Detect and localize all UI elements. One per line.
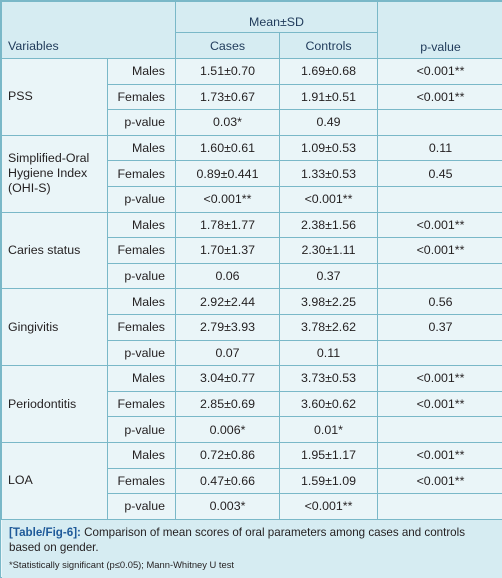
cases-value: 0.06 <box>176 263 280 289</box>
p-value-cell: <0.001** <box>378 442 502 468</box>
row-label: Males <box>108 289 176 315</box>
caption-note: *Statistically significant (p≤0.05); Mann-Whitney U test <box>9 559 235 570</box>
p-value-cell: <0.001** <box>378 212 502 238</box>
table-row <box>2 289 502 315</box>
caption-text: Comparison of mean scores of oral parameters among cases and controls based on gender. <box>9 526 466 554</box>
row-label: Males <box>108 366 176 392</box>
row-label: Males <box>108 212 176 238</box>
row-label: Females <box>108 161 176 187</box>
controls-value: <0.001** <box>280 494 378 520</box>
p-value-cell <box>378 340 502 366</box>
controls-value: 0.01* <box>280 417 378 443</box>
row-label: Males <box>108 59 176 85</box>
cases-value: 0.003* <box>176 494 280 520</box>
variable-name: Simplified-Oral Hygiene Index (OHI-S) <box>2 135 108 212</box>
p-value-cell: <0.001** <box>378 59 502 85</box>
controls-value: 1.09±0.53 <box>280 135 378 161</box>
p-value-cell: 0.45 <box>378 161 502 187</box>
table-row <box>2 59 502 85</box>
p-value-cell: <0.001** <box>378 238 502 264</box>
row-label: p-value <box>108 186 176 212</box>
controls-value: 3.60±0.62 <box>280 391 378 417</box>
variable-name: Caries status <box>2 212 108 289</box>
controls-value: 1.95±1.17 <box>280 442 378 468</box>
cases-value: 2.85±0.69 <box>176 391 280 417</box>
cases-value: <0.001** <box>176 186 280 212</box>
header-cases: Cases <box>176 33 280 59</box>
p-value-cell: <0.001** <box>378 391 502 417</box>
row-label: Females <box>108 314 176 340</box>
table-body <box>2 59 502 520</box>
row-label: Males <box>108 135 176 161</box>
controls-value: 1.33±0.53 <box>280 161 378 187</box>
controls-value: 0.37 <box>280 263 378 289</box>
cases-value: 1.60±0.61 <box>176 135 280 161</box>
row-label: p-value <box>108 110 176 136</box>
p-value-cell: <0.001** <box>378 84 502 110</box>
variable-name: Gingivitis <box>2 289 108 366</box>
controls-value: 3.73±0.53 <box>280 366 378 392</box>
row-label: p-value <box>108 263 176 289</box>
variable-name: PSS <box>2 59 108 136</box>
p-value-cell: 0.37 <box>378 314 502 340</box>
cases-value: 0.07 <box>176 340 280 366</box>
cases-value: 1.73±0.67 <box>176 84 280 110</box>
cases-value: 3.04±0.77 <box>176 366 280 392</box>
variable-name: LOA <box>2 442 108 519</box>
row-label: Females <box>108 84 176 110</box>
table-row <box>2 366 502 392</box>
controls-value: 0.11 <box>280 340 378 366</box>
header-variables: Variables <box>2 2 176 59</box>
cases-value: 2.92±2.44 <box>176 289 280 315</box>
header-mean-sd: Mean±SD <box>176 2 378 33</box>
p-value-cell <box>378 417 502 443</box>
row-label: Females <box>108 238 176 264</box>
cases-value: 0.72±0.86 <box>176 442 280 468</box>
controls-value: 2.38±1.56 <box>280 212 378 238</box>
row-label: p-value <box>108 340 176 366</box>
table-row <box>2 442 502 468</box>
p-value-cell <box>378 186 502 212</box>
header-controls: Controls <box>280 33 378 59</box>
cases-value: 0.47±0.66 <box>176 468 280 494</box>
p-value-cell <box>378 263 502 289</box>
controls-value: 2.30±1.11 <box>280 238 378 264</box>
data-table <box>1 1 502 520</box>
row-label: p-value <box>108 494 176 520</box>
controls-value: 3.78±2.62 <box>280 314 378 340</box>
row-label: p-value <box>108 417 176 443</box>
controls-value: 1.91±0.51 <box>280 84 378 110</box>
controls-value: 3.98±2.25 <box>280 289 378 315</box>
row-label: Males <box>108 442 176 468</box>
p-value-cell: 0.56 <box>378 289 502 315</box>
cases-value: 0.03* <box>176 110 280 136</box>
row-label: Females <box>108 468 176 494</box>
controls-value: 0.49 <box>280 110 378 136</box>
table-row <box>2 212 502 238</box>
cases-value: 1.51±0.70 <box>176 59 280 85</box>
caption-tag: [Table/Fig-6]: <box>9 526 81 539</box>
p-value-cell <box>378 110 502 136</box>
cases-value: 1.78±1.77 <box>176 212 280 238</box>
p-value-cell: <0.001** <box>378 468 502 494</box>
cases-value: 0.89±0.441 <box>176 161 280 187</box>
cases-value: 2.79±3.93 <box>176 314 280 340</box>
controls-value: 1.69±0.68 <box>280 59 378 85</box>
cases-value: 1.70±1.37 <box>176 238 280 264</box>
controls-value: <0.001** <box>280 186 378 212</box>
cases-value: 0.006* <box>176 417 280 443</box>
variable-name: Periodontitis <box>2 366 108 443</box>
row-label: Females <box>108 391 176 417</box>
table-row <box>2 135 502 161</box>
controls-value: 1.59±1.09 <box>280 468 378 494</box>
header-p-value: p-value <box>378 2 502 59</box>
p-value-cell <box>378 494 502 520</box>
p-value-cell: 0.11 <box>378 135 502 161</box>
p-value-cell: <0.001** <box>378 366 502 392</box>
table-caption <box>2 520 502 578</box>
